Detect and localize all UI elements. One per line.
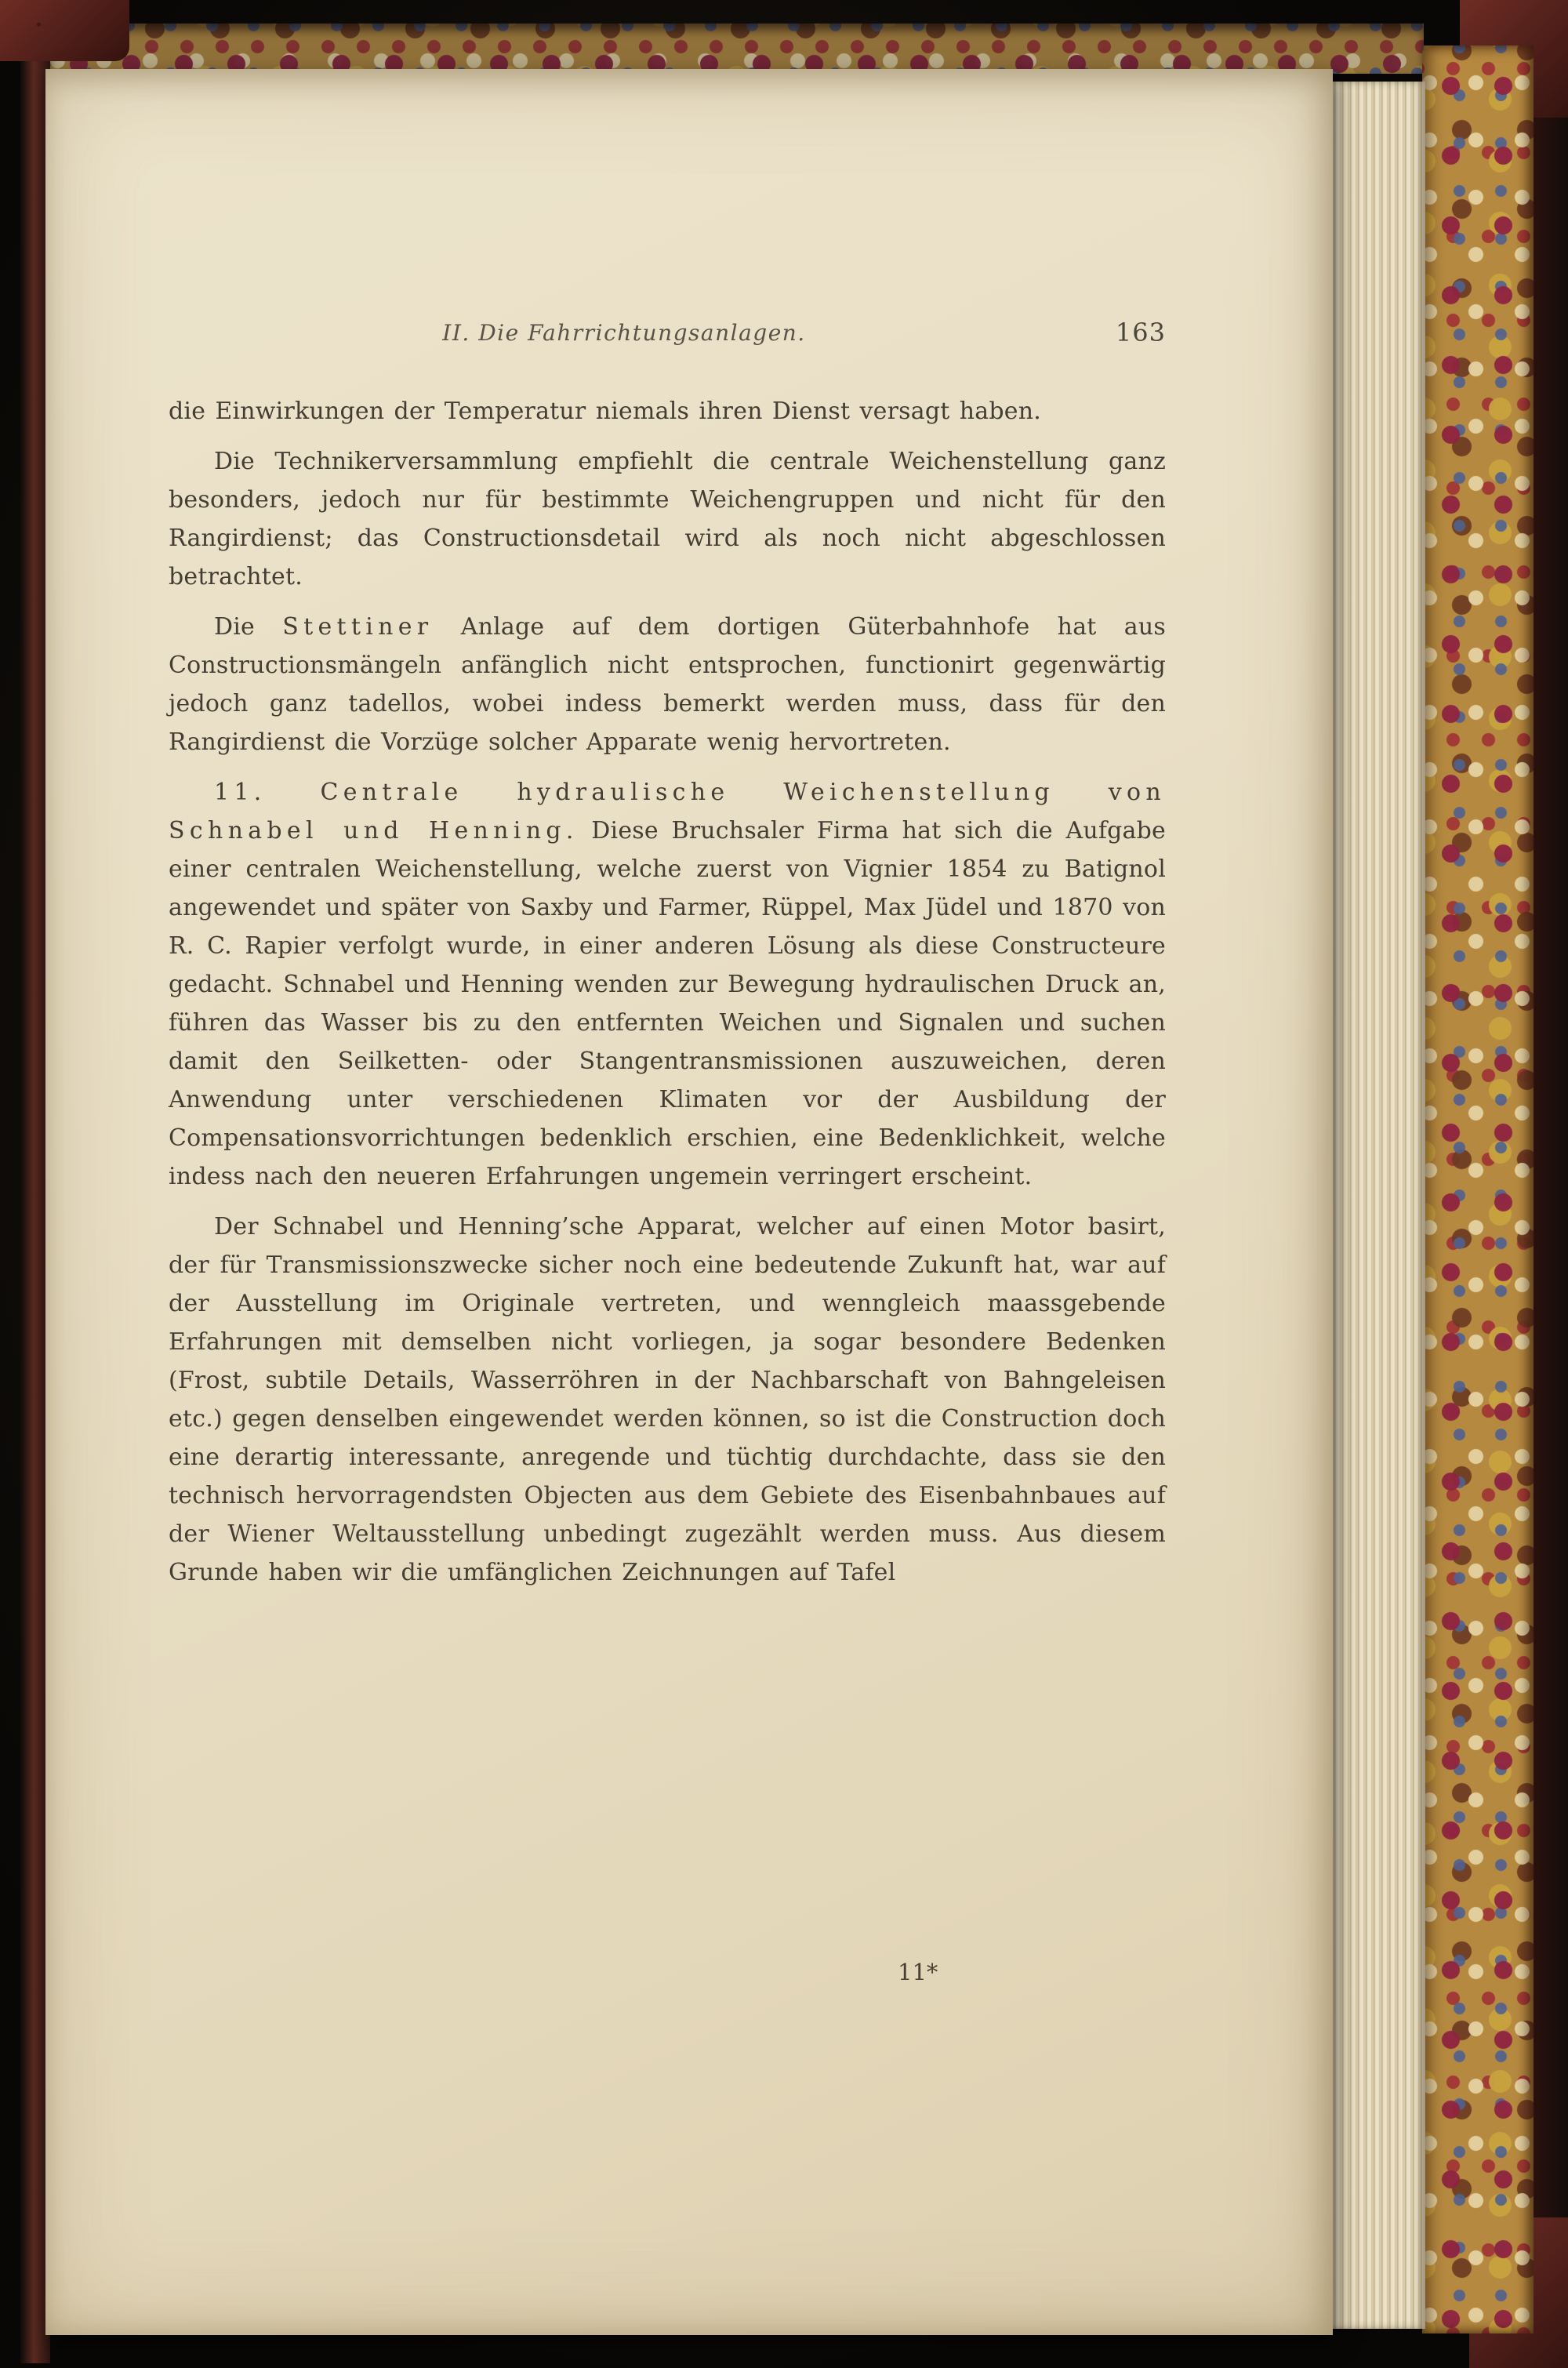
signature-mark: 11*	[898, 1959, 938, 1985]
paragraph	[169, 442, 1166, 596]
paragraph-text: Die Technikerversammlung empfiehlt die centrale Weichenstellung ganz besonders, jedoch nur für bestimmte Weichengruppen und nicht für den Rangirdienst; das Constructionsdetail wird als noch nicht abgeschlossen betrachtet.	[169, 448, 1166, 590]
paragraph	[169, 608, 1166, 761]
spread-text: Stettiner	[282, 613, 434, 641]
paragraph-text: Der Schnabel und Henning’sche Apparat, welcher auf einen Motor basirt, der für Transmissionszwecke sicher noch eine bedeutende Zukunft hat, war auf der Ausstellung im Originale vertreten, und wenngleich maassgebende Erfahrungen mit demselben nicht vorliegen, ja sogar besondere Bedenken (Frost, subtile Details, Wasserröhren in der Nachbarschaft von Bahngeleisen etc.) gegen denselben eingewendet werden können, so ist die Construction doch eine derartig interessante, anregende und tüchtig durchdachte, dass sie den technisch hervorragendsten Objecten aus dem Gebiete des Eisenbahnbaues auf der Wiener Weltausstellung unbedingt zugezählt werden muss. Aus diesem Grunde haben wir die umfänglichen Zeichnungen auf Tafel	[169, 1213, 1166, 1586]
paragraph-text: Diese Bruchsaler Firma hat sich die Aufgabe einer centralen Weichenstellung, welche zuerst von Vignier 1854 zu Batignol angewendet und später von Saxby und Farmer, Rüppel, Max Jüdel und 1870 von R. C. Rapier verfolgt wurde, in einer anderen Lösung als diese Constructeure gedacht. Schnabel und Henning wenden zur Bewegung hydraulischen Druck an, führen das Wasser bis zu den entfernten Weichen und Signalen und suchen damit den Seilketten- oder Stangentransmissionen auszuweichen, deren Anwendung unter verschiedenen Klimaten vor der Ausbildung der Compensationsvorrichtungen bedenklich erschien, eine Bedenklichkeit, welche indess nach den neueren Erfahrungen ungemein verringert erscheint.	[169, 817, 1166, 1190]
running-title: II. Die Fahrrichtungsanlagen.	[442, 320, 806, 346]
spread-text: 11. Centrale hydraulische Weichenstellung von Schnabel und Henning.	[169, 779, 1166, 844]
text-block	[169, 392, 1166, 1603]
paragraph	[169, 773, 1166, 1196]
running-header	[169, 320, 1166, 359]
paragraph-text: Die	[214, 613, 283, 641]
cover-right-edge	[1530, 0, 1568, 2368]
paragraph	[169, 1208, 1166, 1592]
page-stack-edges	[1328, 82, 1425, 2329]
paragraph-text: die Einwirkungen der Temperatur niemals ihren Dienst versagt haben.	[169, 398, 1041, 425]
page-number: 163	[1115, 318, 1166, 347]
top-edge-marbling	[50, 24, 1424, 74]
leather-corner-top-left	[0, 0, 129, 61]
paragraph	[169, 392, 1166, 430]
fore-edge-marbling	[1422, 45, 1534, 2333]
paragraph-text: Anlage auf dem dortigen Güterbahnhofe hat aus Constructionsmängeln anfänglich nicht entsprochen, functionirt gegenwärtig jedoch ganz tadellos, wobei indess bemerkt werden muss, dass für den Rangirdienst die Vorzüge solcher Apparate wenig hervortreten.	[169, 613, 1166, 756]
